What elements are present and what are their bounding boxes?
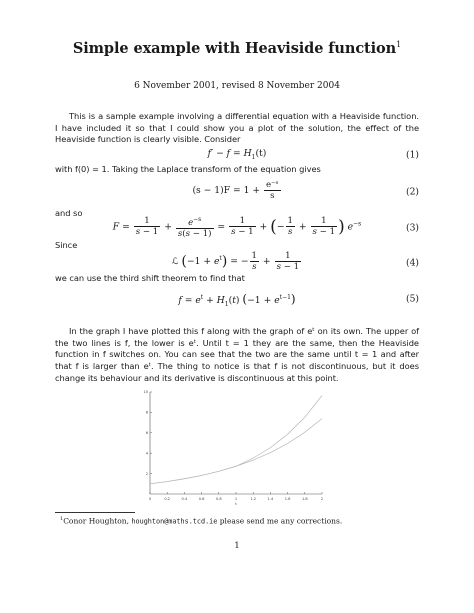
equation-5: [55, 288, 419, 310]
equation-2-denominator: s: [270, 191, 275, 201]
x-tick-label: 0.4: [181, 497, 188, 501]
footnote-email: houghton@maths.tcd.ie: [131, 517, 218, 526]
equation-4-body: ℒ $(-1 + e^t)$ = − $\frac{1}{s}$ + $\frac{1}{s - 1}$: [171, 251, 300, 272]
x-tick-label: 0: [148, 497, 152, 501]
y-tick-label: 4: [145, 451, 148, 456]
x-tick-label: 1: [234, 497, 238, 501]
equation-2: [55, 179, 419, 205]
equation-1-subscript: 1: [251, 153, 256, 161]
paper-date: 6 November 2001, revised 8 November 2004: [134, 81, 340, 91]
equation-2-numerator: e⁻ˢ: [266, 180, 279, 190]
x-tick-label: 1.6: [284, 497, 291, 501]
equation-3-body: F = $\frac{1}{s - 1}$ + $\frac{e^{-s}}{s(s - 1)}$ = $\frac{1}{s - 1}$ + (− $\frac{1}{s}$ + $\frac{1}{s - 1}$ ) $e^{-s}$: [112, 216, 362, 239]
y-tick-label: 8: [145, 410, 148, 415]
equation-1-rhs: (t): [255, 148, 267, 159]
equation-5-body: $f = e^t + H_1(t) (-1 + e^{t-1})$: [178, 292, 296, 308]
x-tick-label: 1.4: [267, 497, 274, 501]
x-tick-label: 0.6: [198, 497, 205, 501]
page-number: 1: [234, 541, 240, 551]
x-tick-label: 1.2: [250, 497, 257, 501]
footnote-rule: [55, 512, 135, 513]
title-footnote-mark: 1: [396, 40, 402, 49]
equation-1-lhs: f′ − f = H: [207, 148, 252, 159]
footnote-mark: 1: [60, 516, 64, 522]
x-axis-label: t: [235, 501, 237, 506]
paragraph-shift-theorem: we can use the third shift theorem to find that: [55, 273, 245, 283]
y-tick-label: 6: [145, 431, 148, 435]
x-tick-label: 0.8: [215, 497, 222, 501]
x-tick-label: 1.8: [301, 497, 308, 501]
paragraph-laplace: with f(0) = 1. Taking the Laplace transform of the equation gives: [55, 164, 321, 174]
equation-1: [55, 144, 419, 166]
solution-plot: [142, 386, 327, 506]
paper-title: [0, 40, 474, 57]
equation-1-body: [55, 148, 419, 161]
y-tick-label: 10: [143, 390, 148, 395]
paragraph-intro: This is a sample example involving a differential equation with a Heaviside function. I have included it so that I could show you a plot of the solution, the effect of the Heaviside function is clearly visible. Consider: [55, 111, 419, 145]
equation-2-fraction: [264, 180, 281, 201]
paragraph-graph-discussion: In the graph I have plotted this f along with the graph of eᵗ on its own. The upper of the two lines is f, the lower is eᵗ. Until t = 1 they are the same, then the Heaviside function in f switches on. You can see that the two are the same until t = 1 and after that f is larger than eᵗ. The thing to notice is that f is not discontinuous, but it does change its behaviour and its derivative is discontinuous at this point.: [55, 326, 419, 383]
equation-4-number: (4): [405, 257, 419, 269]
paragraph-since: Since: [55, 240, 78, 250]
paragraph-and-so: and so: [55, 208, 83, 218]
y-tick-label: 2: [145, 471, 148, 476]
series-line-2: [150, 419, 322, 484]
title-text: Simple example with Heaviside function: [72, 40, 397, 57]
footnote-text: please send me any corrections.: [219, 516, 343, 526]
footnote: [60, 516, 342, 526]
equation-1-number: (1): [405, 149, 419, 161]
x-tick-label: 2: [320, 497, 324, 501]
equation-3-number: (3): [405, 222, 419, 234]
footnote-author: Conor Houghton,: [63, 516, 130, 526]
equation-2-lhs: (s − 1)F = 1 +: [192, 185, 261, 196]
series-line-1: [150, 396, 322, 484]
equation-2-body: [55, 180, 419, 201]
equation-3: [55, 214, 419, 242]
x-tick-label: 0.2: [164, 497, 171, 501]
equation-2-number: (2): [405, 186, 419, 198]
equation-5-number: (5): [405, 293, 419, 305]
